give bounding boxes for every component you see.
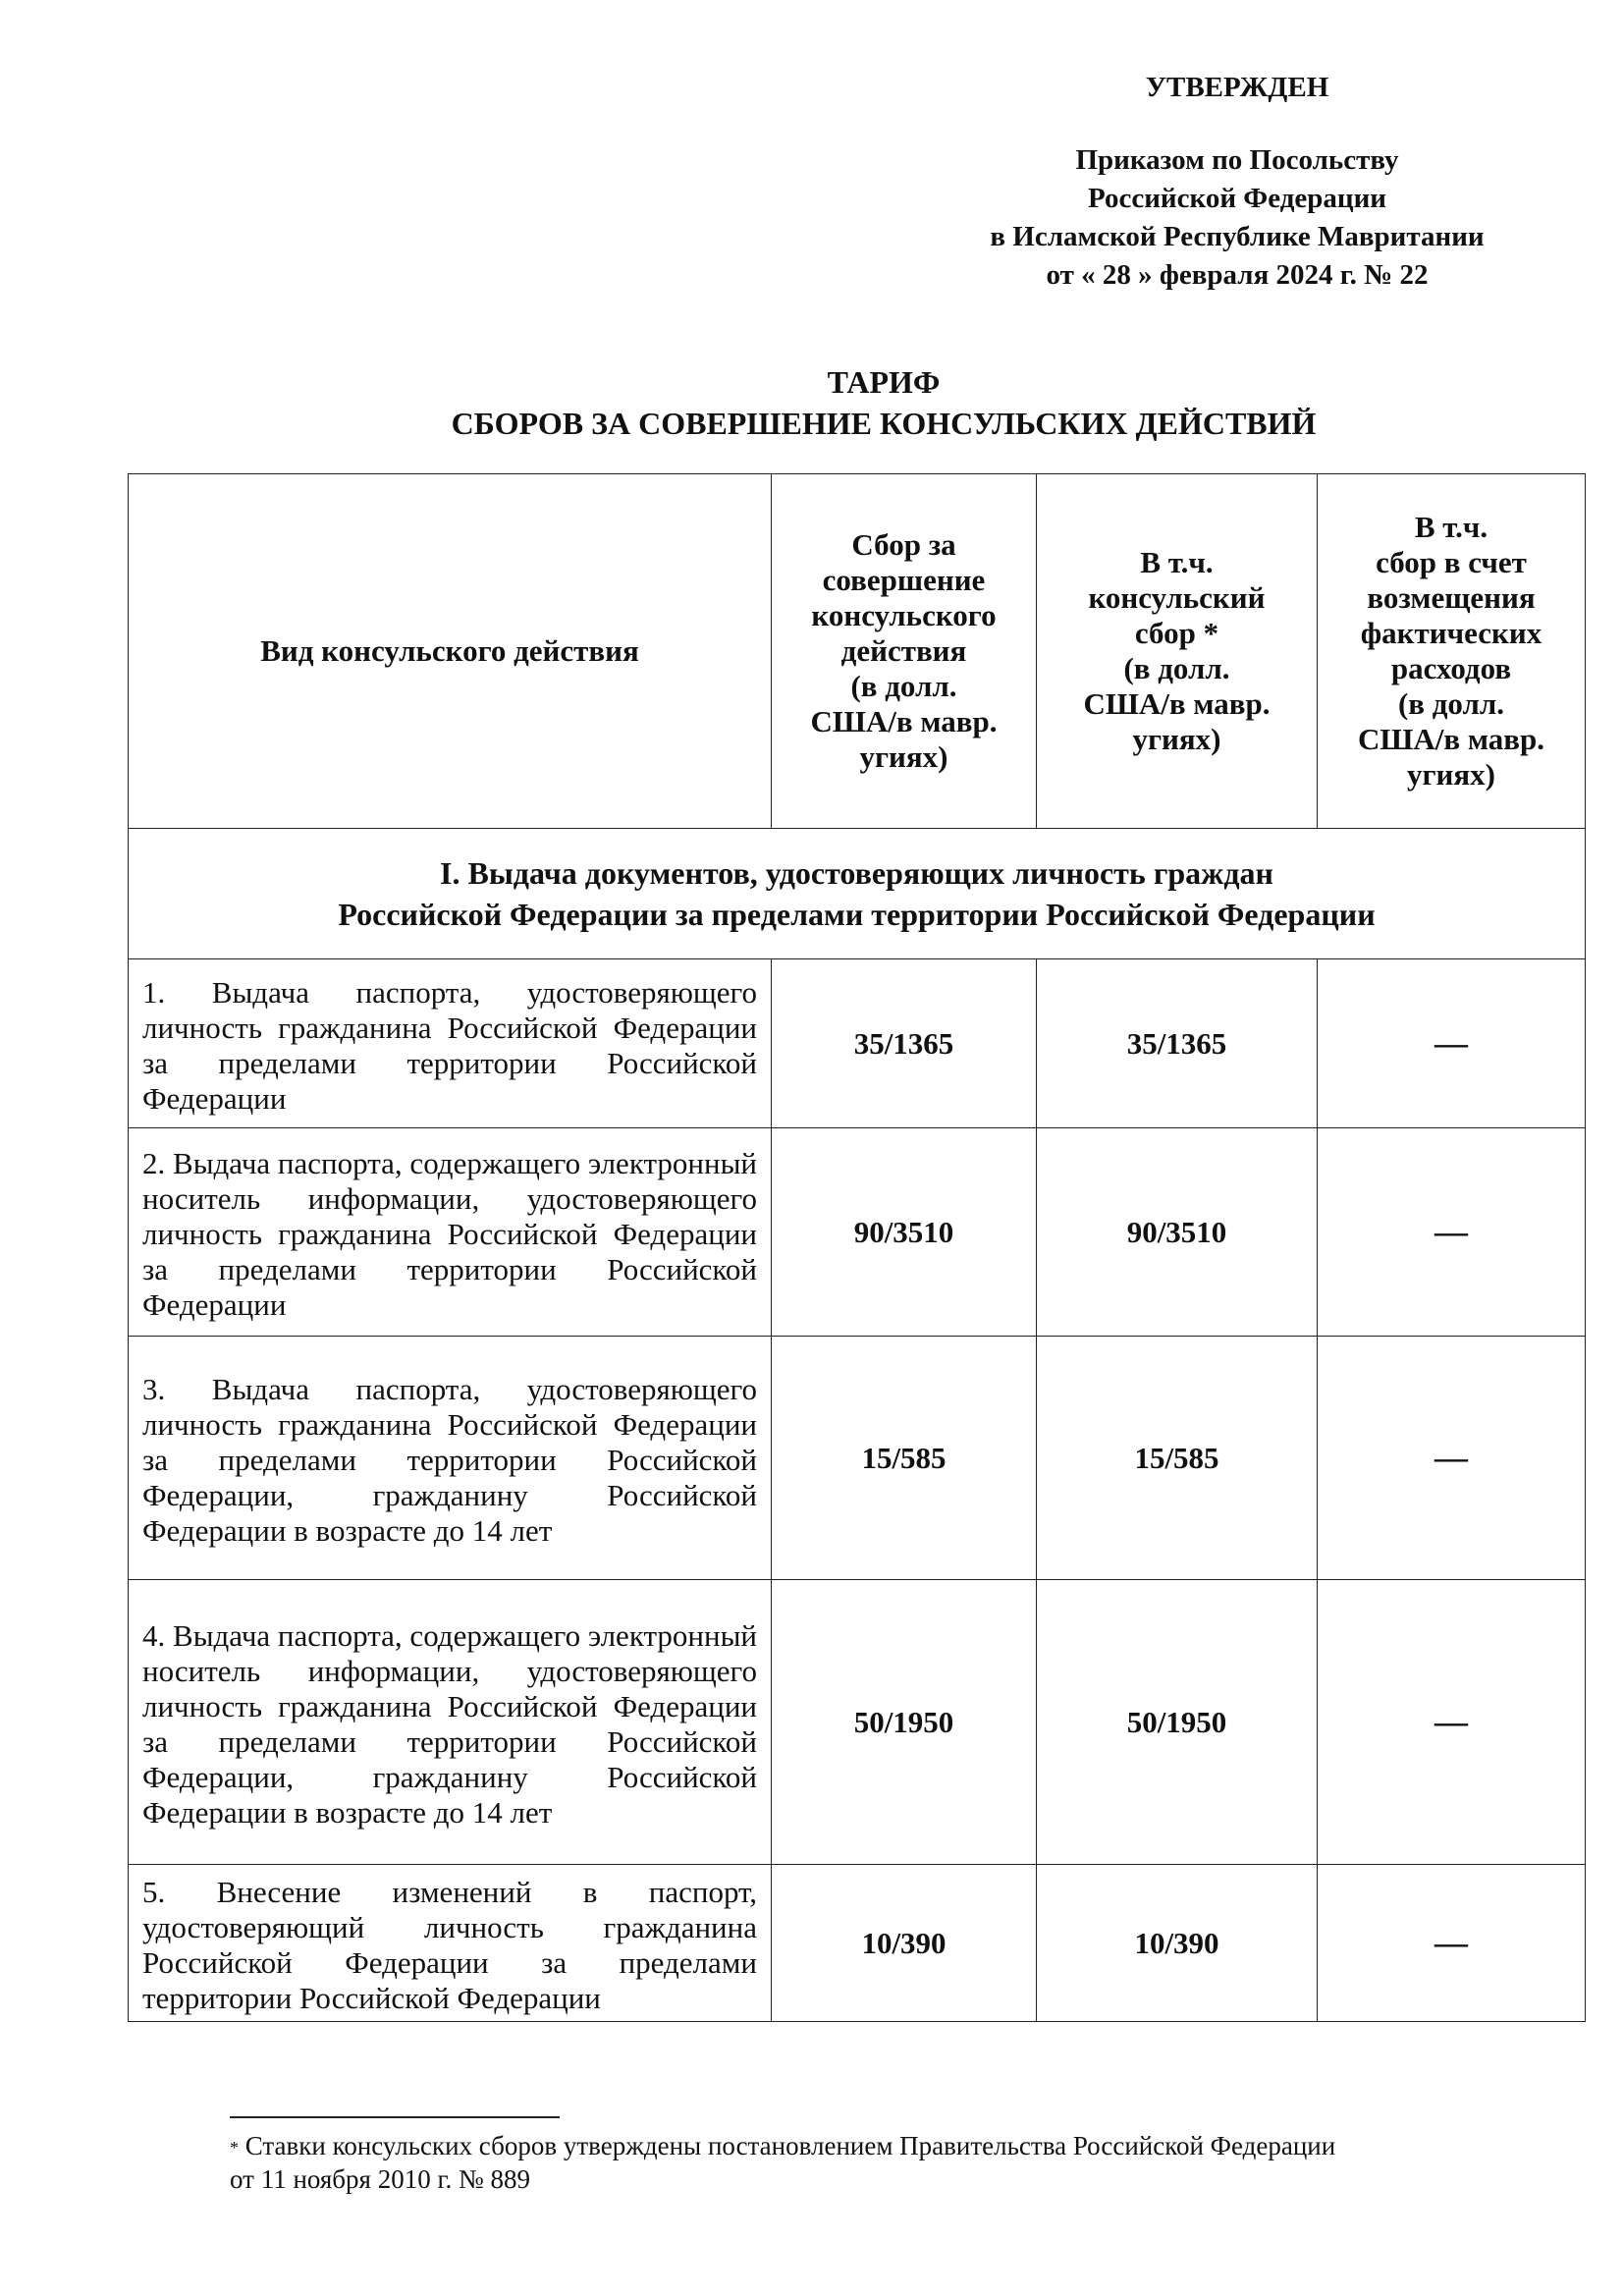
table-row xyxy=(129,1337,1586,1580)
section-row xyxy=(129,829,1586,959)
title-line-1: ТАРИФ xyxy=(827,364,941,400)
header-consular-fee xyxy=(1037,474,1318,829)
row-fee: 35/1365 xyxy=(772,959,1037,1128)
footnote-line-2: от 11 ноября 2010 г. № 889 xyxy=(230,2164,530,2194)
section-heading xyxy=(129,829,1586,959)
row-consular-fee: 90/3510 xyxy=(1037,1128,1318,1337)
footnote-mark: * xyxy=(230,2138,239,2158)
approval-line: Приказом по Посольству xyxy=(1075,144,1399,176)
document-title xyxy=(0,361,1623,444)
header-consular-line: консульский xyxy=(1088,580,1266,615)
header-expenses-line: фактических xyxy=(1360,616,1542,650)
approval-heading: УТВЕРЖДЕН xyxy=(1145,72,1329,103)
footnote-text-1: Ставки консульских сборов утверждены постановлением Правительства Российской Федерации xyxy=(244,2131,1336,2160)
header-consular-line: США/в мавр. xyxy=(1083,686,1271,721)
section-heading-line-2: Российской Федерации за пределами территории Российской Федерации xyxy=(338,897,1376,932)
header-consular-line: сбор * xyxy=(1134,616,1219,650)
header-consular-line: (в долл. xyxy=(1123,651,1230,685)
table-row xyxy=(129,1128,1586,1337)
table-header-row xyxy=(129,474,1586,829)
row-fee: 90/3510 xyxy=(772,1128,1037,1337)
row-description: 5. Внесение изменений в паспорт, удостоверяющий личность гражданина Российской Федерации за пределами территории Российской Федерации xyxy=(129,1865,772,2022)
row-expenses-fee: — xyxy=(1318,1337,1586,1580)
row-fee: 15/585 xyxy=(772,1337,1037,1580)
header-fee-line: Сбор за xyxy=(851,527,956,562)
header-consular-line: угиях) xyxy=(1132,722,1221,756)
table-row xyxy=(129,1580,1586,1865)
row-fee: 50/1950 xyxy=(772,1580,1037,1865)
table-row xyxy=(129,1865,1586,2022)
header-fee-line: совершение xyxy=(822,563,986,597)
header-fee-line: консульского xyxy=(811,598,997,632)
approval-line: от « 28 » февраля 2024 г. № 22 xyxy=(1046,259,1429,291)
row-consular-fee: 10/390 xyxy=(1037,1865,1318,2022)
row-description: 1. Выдача паспорта, удостоверяющего личность гражданина Российской Федерации за пределами территории Российской Федерации xyxy=(129,959,772,1128)
row-expenses-fee: — xyxy=(1318,959,1586,1128)
row-expenses-fee: — xyxy=(1318,1865,1586,2022)
title-line-2: СБОРОВ ЗА СОВЕРШЕНИЕ КОНСУЛЬСКИХ ДЕЙСТВИЙ xyxy=(451,406,1317,441)
header-expenses-line: возмещения xyxy=(1367,580,1536,615)
section-heading-line-1: I. Выдача документов, удостоверяющих личность граждан xyxy=(440,855,1273,891)
row-consular-fee: 15/585 xyxy=(1037,1337,1318,1580)
header-fee-line: угиях) xyxy=(859,739,948,774)
header-fee xyxy=(772,474,1037,829)
header-fee-line: (в долл. xyxy=(850,669,957,703)
header-expenses-line: США/в мавр. xyxy=(1357,722,1545,756)
approval-line: в Исламской Республике Мавритании xyxy=(990,221,1485,252)
table-row xyxy=(129,959,1586,1128)
tariff-table xyxy=(128,473,1586,2022)
header-expenses-fee xyxy=(1318,474,1586,829)
header-expenses-line: расходов xyxy=(1390,651,1512,685)
row-description: 4. Выдача паспорта, содержащего электронный носитель информации, удостоверяющего личность гражданина Российской Федерации за пределами территории Российской Федерации, гражданину Российской Федерации в возрасте до 14 лет xyxy=(129,1580,772,1865)
row-fee: 10/390 xyxy=(772,1865,1037,2022)
row-consular-fee: 35/1365 xyxy=(1037,959,1318,1128)
header-action-type: Вид консульского действия xyxy=(129,474,772,829)
footnote xyxy=(230,2129,1545,2196)
header-expenses-line: сбор в счет xyxy=(1376,545,1527,579)
header-expenses-line: (в долл. xyxy=(1397,686,1505,721)
row-description: 2. Выдача паспорта, содержащего электронный носитель информации, удостоверяющего личность гражданина Российской Федерации за пределами территории Российской Федерации xyxy=(129,1128,772,1337)
approval-stamp xyxy=(923,69,1551,295)
header-fee-line: действия xyxy=(840,633,967,668)
row-expenses-fee: — xyxy=(1318,1128,1586,1337)
row-expenses-fee: — xyxy=(1318,1580,1586,1865)
footnote-divider xyxy=(230,2116,560,2118)
header-fee-line: США/в мавр. xyxy=(810,704,998,738)
row-description: 3. Выдача паспорта, удостоверяющего личность гражданина Российской Федерации за пределами территории Российской Федерации, гражданину Российской Федерации в возрасте до 14 лет xyxy=(129,1337,772,1580)
row-consular-fee: 50/1950 xyxy=(1037,1580,1318,1865)
header-expenses-line: угиях) xyxy=(1406,757,1496,792)
header-expenses-line: В т.ч. xyxy=(1414,510,1488,544)
header-consular-line: В т.ч. xyxy=(1140,545,1214,579)
footnote-line-1 xyxy=(230,2129,1545,2162)
approval-line: Российской Федерации xyxy=(1087,183,1386,214)
